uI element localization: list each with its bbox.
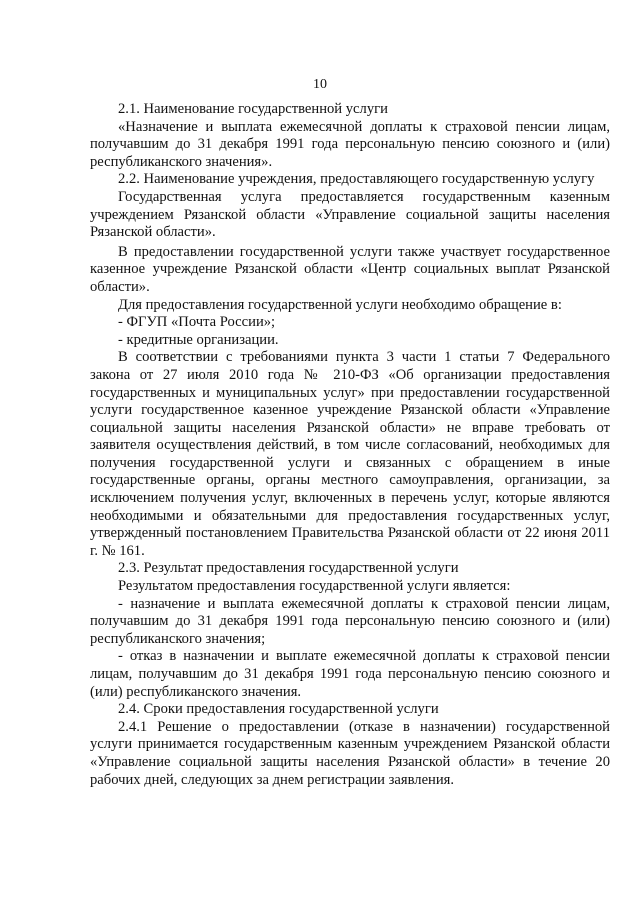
text-line: 2.1. Наименование государственной услуги	[118, 101, 388, 117]
text-line: «Назначение и выплата ежемесячной доплаты к страховой пенсии лицам,	[118, 118, 610, 135]
text-line: исключением получения услуг, включенных в перечень услуг, которые являются	[90, 490, 610, 507]
text-line: - отказ в назначении и выплате ежемесячной доплаты к страховой пенсии	[118, 648, 610, 665]
text-line: заявителя осуществления действий, в том числе согласований, необходимых для	[90, 437, 610, 454]
text-line: 2.3. Результат предоставления государственной услуги	[118, 560, 459, 577]
text-line: - назначение и выплата ежемесячной доплаты к страховой пенсии лицам,	[118, 595, 610, 612]
text-line: социальной защиты населения Рязанской области» не вправе требовать от	[90, 419, 610, 436]
page-number: 10	[313, 77, 327, 92]
text-line: Результатом предоставления государственной услуги является:	[118, 578, 511, 595]
text-line: лицам, получавшим до 31 декабря 1991 года персональную пенсию союзного и	[90, 666, 610, 682]
text-line: В соответствии с требованиями пункта 3 части 1 статьи 7 Федерального	[118, 349, 610, 366]
text-line: государственные органы, органы местного самоуправления, организации, за	[90, 472, 610, 489]
text-line: утвержденный постановлением Правительства Рязанской области от 22 июня 2011	[90, 525, 610, 542]
text-line: области».	[90, 278, 150, 295]
text-line: - ФГУП «Почта России»;	[118, 314, 276, 331]
text-line: 2.4. Сроки предоставления государственной услуги	[118, 701, 439, 718]
document-body	[90, 101, 610, 789]
text-line: 2.2. Наименование учреждения, предоставляющего государственную услугу	[118, 171, 595, 188]
text-line: - кредитные организации.	[118, 331, 279, 348]
text-line: республиканского значения;	[90, 630, 266, 647]
text-line: «Управление социальной защиты населения Рязанской области» в течение 20	[90, 753, 610, 770]
text-line: Рязанской области».	[90, 224, 216, 241]
text-line: Государственная услуга предоставляется государственным казенным	[118, 188, 610, 205]
text-line: получения государственной услуги и связанных с обращением в иные	[90, 454, 610, 471]
text-line: республиканского значения».	[90, 153, 273, 170]
text-line: учреждением Рязанской области «Управление социальной защиты населения	[90, 206, 610, 223]
text-line: государственных и муниципальных услуг» при предоставлении государственной	[90, 384, 610, 401]
text-line: 2.4.1 Решение о предоставлении (отказе в назначении) государственной	[118, 718, 610, 735]
text-line: рабочих дней, следующих за днем регистрации заявления.	[90, 771, 455, 788]
text-line: получавшим до 31 декабря 1991 года персональную пенсию союзного и (или)	[90, 136, 610, 153]
text-line: необходимыми и обязательными для предоставления государственных услуг,	[90, 507, 610, 524]
text-line: (или) республиканского значения.	[90, 683, 302, 700]
text-line: казенное учреждение Рязанской области «Центр социальных выплат Рязанской	[90, 261, 610, 278]
text-line: В предоставлении государственной услуги также участвует государственное	[118, 243, 610, 260]
text-line: Для предоставления государственной услуги необходимо обращение в:	[118, 296, 562, 313]
text-line: услуги государственное казенное учреждение Рязанской области «Управление	[90, 402, 610, 419]
text-line: услуги принимается государственным казенным учреждением Рязанской области	[90, 736, 610, 753]
text-line: получавшим до 31 декабря 1991 года персональную пенсию союзного и (или)	[90, 613, 610, 630]
text-line: закона от 27 июля 2010 года № 210-ФЗ «Об организации предоставления	[90, 366, 610, 383]
text-line: г. № 161.	[90, 542, 145, 559]
